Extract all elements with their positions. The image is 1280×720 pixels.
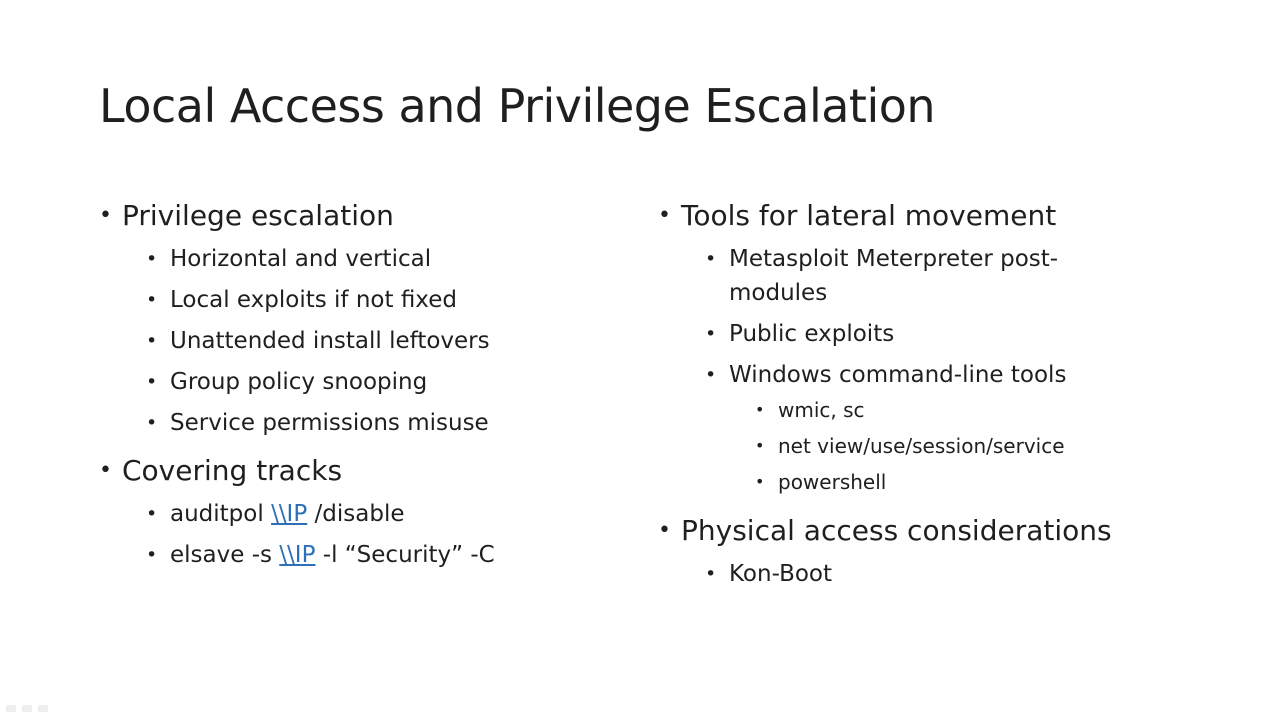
slide-nav-controls[interactable]: [6, 705, 48, 712]
elsave-ip-link[interactable]: \\IP: [279, 542, 316, 568]
privilege-item-horizontal: • Horizontal and vertical: [99, 242, 619, 276]
covering-item-auditpol: [99, 497, 619, 531]
tools-item-meterpreter: • Metasploit Meterpreter post-modules: [658, 242, 1129, 310]
cli-tool-wmic-sc: • wmic, sc: [658, 392, 1218, 428]
slide-menu-icon[interactable]: [22, 705, 32, 712]
privilege-item-unattended: • Unattended install leftovers: [99, 324, 619, 358]
privilege-item-group-policy: • Group policy snooping: [99, 365, 619, 399]
privilege-escalation-heading: • Privilege escalation: [99, 197, 619, 235]
next-slide-icon[interactable]: [38, 705, 48, 712]
elsave-command: elsave -s: [170, 542, 280, 568]
covering-item-elsave: [99, 538, 619, 572]
tools-item-windows-cli: • Windows command-line tools: [658, 358, 1218, 392]
tools-item-public-exploits: • Public exploits: [658, 317, 1218, 351]
cli-tool-net: • net view/use/session/service: [658, 428, 1218, 464]
lateral-movement-heading: • Tools for lateral movement: [658, 197, 1218, 235]
auditpol-command: auditpol: [170, 501, 272, 527]
elsave-args: -l “Security” -C: [315, 542, 495, 568]
right-column: [658, 197, 1218, 591]
auditpol-ip-link[interactable]: \\IP: [271, 501, 308, 527]
auditpol-args: /disable: [307, 501, 405, 527]
prev-slide-icon[interactable]: [6, 705, 16, 712]
slide-title: Local Access and Privilege Escalation: [99, 79, 936, 133]
privilege-item-service-permissions: • Service permissions misuse: [99, 406, 619, 440]
covering-tracks-heading: • Covering tracks: [99, 452, 619, 490]
privilege-item-local-exploits: • Local exploits if not fixed: [99, 283, 619, 317]
left-column: [99, 197, 619, 572]
physical-item-kon-boot: • Kon-Boot: [658, 557, 1218, 591]
cli-tool-powershell: • powershell: [658, 464, 1218, 500]
physical-access-heading: • Physical access considerations: [658, 512, 1218, 550]
